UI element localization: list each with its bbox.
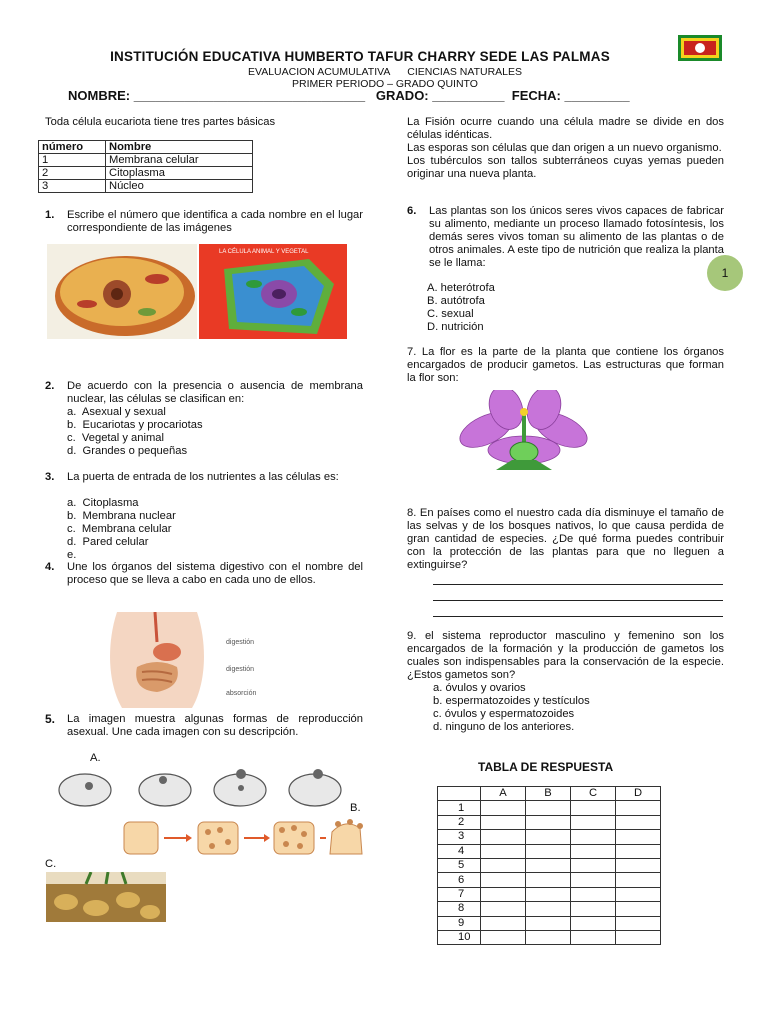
answer-cell[interactable]: [526, 858, 571, 872]
option[interactable]: c. óvulos y espermatozoides: [433, 708, 575, 720]
option[interactable]: a. óvulos y ovarios: [433, 682, 526, 694]
answer-row: [438, 801, 661, 815]
answer-row: [438, 815, 661, 829]
answer-cell[interactable]: [481, 930, 526, 944]
option[interactable]: d. Grandes o pequeñas: [67, 445, 188, 457]
option[interactable]: a. Citoplasma: [67, 497, 139, 509]
answer-cell[interactable]: [526, 844, 571, 858]
answer-cell[interactable]: [571, 873, 616, 887]
school-title: INSTITUCIÓN EDUCATIVA HUMBERTO TAFUR CHARRY SEDE LAS PALMAS: [110, 49, 610, 64]
answer-cell[interactable]: [481, 902, 526, 916]
question-number: 4.: [45, 561, 55, 573]
answer-cell[interactable]: [526, 815, 571, 829]
answer-row: [438, 858, 661, 872]
answer-cell[interactable]: [571, 930, 616, 944]
answer-cell[interactable]: [481, 830, 526, 844]
answer-cell[interactable]: [616, 916, 661, 930]
answer-line[interactable]: [433, 600, 723, 601]
digestion-label: digestión: [226, 639, 255, 646]
answer-cell[interactable]: [616, 801, 661, 815]
answer-table-title: TABLA DE RESPUESTA: [478, 760, 614, 774]
answer-cell[interactable]: [571, 801, 616, 815]
answer-row-number: 4: [438, 844, 481, 858]
answer-row-number: 7: [438, 887, 481, 901]
answer-cell[interactable]: [526, 887, 571, 901]
tubers-definition: Los tubérculos son tallos subterráneos cuyas yemas pueden originar una nueva planta.: [407, 155, 724, 180]
question-7-text: 7. La flor es la parte de la planta que contiene los órganos encargados de producir gametos. Las estructuras que forman la flor son:: [407, 346, 724, 384]
answer-row-number: 8: [438, 902, 481, 916]
page-number-badge: 1: [707, 255, 743, 291]
answer-line[interactable]: [433, 616, 723, 617]
intro-text: Toda célula eucariota tiene tres partes básicas: [45, 116, 276, 128]
fission-definition: La Fisión ocurre cuando una célula madre se divide en dos células idénticas.: [407, 116, 724, 141]
answer-cell[interactable]: [616, 815, 661, 829]
answer-cell[interactable]: [481, 916, 526, 930]
spores-definition: Las esporas son células que dan origen a un nuevo organismo.: [407, 142, 722, 154]
question-2-text: De acuerdo con la presencia o ausencia de membrana nuclear, las células se clasifican en:: [67, 380, 363, 405]
answer-row: [438, 830, 661, 844]
flower-image: [456, 390, 592, 478]
question-number: 2.: [45, 380, 55, 392]
table-cell: 2: [39, 167, 106, 180]
answer-column-header: A: [481, 787, 526, 801]
plant-cell-image: [199, 244, 347, 339]
table-row: [39, 154, 253, 167]
answer-cell[interactable]: [616, 887, 661, 901]
question-3-options: [67, 497, 176, 562]
answer-cell[interactable]: [616, 902, 661, 916]
answer-cell[interactable]: [481, 873, 526, 887]
answer-cell[interactable]: [571, 858, 616, 872]
table-cell: 1: [39, 154, 106, 167]
digestion-label: digestión: [226, 666, 255, 673]
question-2-options: [67, 406, 203, 458]
answer-cell[interactable]: [526, 930, 571, 944]
answer-cell[interactable]: [526, 830, 571, 844]
answer-row-number: 2: [438, 815, 481, 829]
option[interactable]: d. Pared celular: [67, 536, 149, 548]
fission-image: [55, 766, 345, 812]
option[interactable]: D. nutrición: [427, 321, 484, 333]
table-cell: Citoplasma: [106, 167, 253, 180]
label-b: B.: [350, 802, 361, 814]
answer-column-header: B: [526, 787, 571, 801]
answer-cell[interactable]: [616, 830, 661, 844]
answer-column-header: D: [616, 787, 661, 801]
table-row: [39, 167, 253, 180]
question-6-text: Las plantas son los únicos seres vivos capaces de fabricar su alimento, mediante un proceso llamado fotosíntesis, los demás seres vivos toman su alimento de las plantas o de otros animales. A este tipo de nutrición que realiza la planta se le llama:: [429, 205, 724, 269]
answer-row: [438, 887, 661, 901]
answer-row-number: 6: [438, 873, 481, 887]
answer-cell[interactable]: [571, 830, 616, 844]
answer-cell[interactable]: [481, 801, 526, 815]
question-9-text: 9. el sistema reproductor masculino y femenino son los encargados de la formación y la producción de gametos los cuales son indispensables para la conservación de la especie. ¿Estos gametos son?: [407, 630, 724, 681]
student-info-line: NOMBRE: ________________________________ GRADO: __________ FECHA: _________: [68, 88, 630, 103]
table-cell: Membrana celular: [106, 154, 253, 167]
answer-cell[interactable]: [571, 902, 616, 916]
label-c: C.: [45, 858, 57, 870]
period-subtitle: PRIMER PERIODO – GRADO QUINTO: [292, 78, 478, 90]
digestive-system-image: [97, 612, 217, 708]
right-intro: [407, 116, 724, 181]
label-a: A.: [90, 752, 101, 764]
answer-row-number: 3: [438, 830, 481, 844]
exam-subtitle: EVALUACION ACUMULATIVA CIENCIAS NATURALES: [247, 66, 523, 78]
answer-cell[interactable]: [616, 858, 661, 872]
answer-cell[interactable]: [481, 815, 526, 829]
question-9-options: [433, 682, 590, 734]
answer-cell[interactable]: [481, 844, 526, 858]
option[interactable]: b. Eucariotas y procariotas: [67, 419, 203, 431]
table-row: [39, 180, 253, 193]
question-5-text: La imagen muestra algunas formas de reproducción asexual. Une cada imagen con su descripción.: [67, 713, 363, 738]
question-8-text: 8. En países como el nuestro cada día disminuye el tamaño de las selvas y de los bosques nativos, lo que causa perdida de gran cantidad de especies. ¿De qué forma puedes contribuir con la protección de las plantas para que no lleguen a extinguirse?: [407, 507, 724, 571]
answer-cell[interactable]: [481, 887, 526, 901]
cell-parts-table: [38, 140, 253, 193]
question-6-options: [427, 282, 495, 334]
answer-row-number: 5: [438, 858, 481, 872]
answer-cell[interactable]: [526, 916, 571, 930]
answer-cell[interactable]: [526, 873, 571, 887]
answer-cell[interactable]: [526, 801, 571, 815]
option[interactable]: b. Membrana nuclear: [67, 510, 176, 522]
table-header: número: [39, 141, 106, 154]
spore-image: [120, 818, 366, 858]
animal-cell-image: [47, 244, 197, 339]
answer-row: [438, 873, 661, 887]
answer-column-header: C: [571, 787, 616, 801]
table-header: Nombre: [106, 141, 253, 154]
table-cell: Núcleo: [106, 180, 253, 193]
image-caption: LA CÉLULA ANIMAL Y VEGETAL: [219, 249, 309, 255]
absorption-label: absorción: [226, 690, 257, 697]
question-4-text: Une los órganos del sistema digestivo con el nombre del proceso que se lleva a cabo en cada uno de ellos.: [67, 561, 363, 586]
answer-row-number: 1: [438, 801, 481, 815]
option[interactable]: b. espermatozoides y testículos: [433, 695, 590, 707]
answer-cell[interactable]: [526, 902, 571, 916]
option[interactable]: C. sexual: [427, 308, 474, 320]
option[interactable]: e.: [67, 549, 77, 561]
answer-cell[interactable]: [481, 858, 526, 872]
answer-cell[interactable]: [571, 844, 616, 858]
option[interactable]: d. ninguno de los anteriores.: [433, 721, 575, 733]
answer-row: [438, 916, 661, 930]
answer-row: [438, 930, 661, 944]
answer-table: [437, 786, 661, 945]
option[interactable]: a. Asexual y sexual: [67, 406, 166, 418]
question-3-text: La puerta de entrada de los nutrientes a las células es:: [67, 471, 339, 483]
answer-line[interactable]: [433, 584, 723, 585]
question-number: 5.: [45, 712, 56, 726]
answer-cell[interactable]: [571, 916, 616, 930]
option[interactable]: B. autótrofa: [427, 295, 485, 307]
table-cell: 3: [39, 180, 106, 193]
option[interactable]: c. Membrana celular: [67, 523, 172, 535]
question-number: 3.: [45, 471, 55, 483]
school-logo: [678, 35, 722, 61]
answer-cell[interactable]: [616, 873, 661, 887]
tuber-image: [46, 872, 166, 922]
answer-header-row: [438, 787, 661, 801]
option[interactable]: c. Vegetal y animal: [67, 432, 165, 444]
answer-cell[interactable]: [571, 887, 616, 901]
option[interactable]: A. heterótrofa: [427, 282, 495, 294]
answer-cell[interactable]: [571, 815, 616, 829]
table-corner: [438, 787, 481, 801]
question-number: 1.: [45, 209, 55, 221]
question-1-text: Escribe el número que identifica a cada nombre en el lugar correspondiente de las imágenes: [67, 209, 363, 234]
answer-cell[interactable]: [616, 930, 661, 944]
table-header-row: [39, 141, 253, 154]
answer-row: [438, 844, 661, 858]
answer-row: [438, 902, 661, 916]
answer-row-number: 9: [438, 916, 481, 930]
question-number: 6.: [407, 205, 417, 217]
answer-row-number: 10: [438, 930, 481, 944]
answer-cell[interactable]: [616, 844, 661, 858]
